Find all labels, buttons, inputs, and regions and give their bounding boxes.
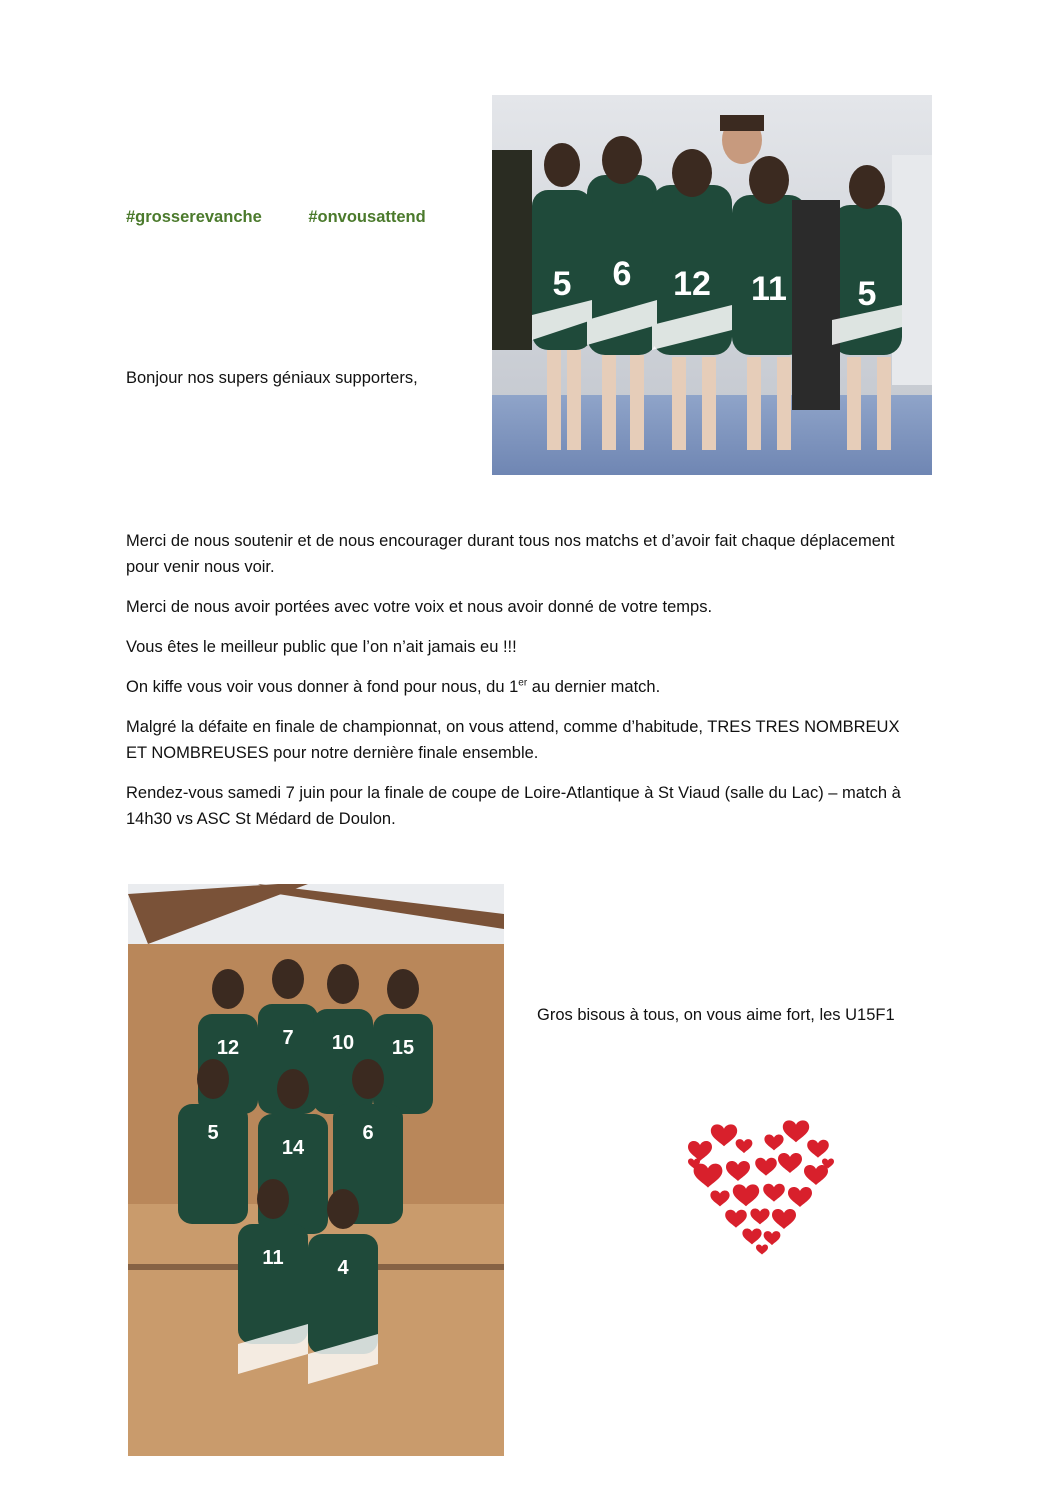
team-pose-photo xyxy=(128,884,504,1456)
small-heart-icon xyxy=(807,1140,829,1158)
small-heart-icon xyxy=(710,1190,729,1206)
small-heart-icon xyxy=(750,1208,769,1224)
paragraph-rendezvous: Rendez-vous samedi 7 juin pour la finale de coupe de Loire-Atlantique à St Viaud (salle du Lac) – match à 14h30 vs ASC St Médard de Doulon. xyxy=(126,784,901,828)
jersey-number: 5 xyxy=(207,1122,219,1144)
greeting: Bonjour nos supers géniaux supporters, xyxy=(126,369,418,387)
small-heart-icon xyxy=(764,1231,781,1245)
hashtag-onvousattend: #onvousattend xyxy=(308,208,426,226)
small-heart-icon xyxy=(756,1245,768,1255)
small-heart-icon xyxy=(778,1153,802,1173)
small-heart-icon xyxy=(772,1209,796,1229)
small-heart-icon xyxy=(783,1120,809,1142)
signoff: Gros bisous à tous, on vous aime fort, les U15F1 xyxy=(537,1006,895,1024)
jersey-number: 14 xyxy=(281,1137,305,1159)
small-heart-icon xyxy=(688,1141,712,1161)
small-heart-icon xyxy=(755,1158,777,1176)
small-heart-icon xyxy=(763,1184,785,1202)
jersey-number: 12 xyxy=(673,265,711,303)
jersey-number: 6 xyxy=(612,255,632,293)
hashtag-grosserevanche: #grosserevanche xyxy=(126,208,262,226)
small-heart-icon xyxy=(736,1139,753,1153)
small-heart-icon xyxy=(788,1187,812,1207)
jersey-number: 7 xyxy=(282,1027,294,1049)
jersey-number: 12 xyxy=(216,1037,240,1059)
jersey-number: 4 xyxy=(337,1257,349,1279)
jersey-number: 5 xyxy=(857,275,877,313)
small-heart-icon xyxy=(733,1184,759,1206)
letter-body xyxy=(126,528,916,846)
small-heart-icon xyxy=(764,1134,783,1150)
paragraph-final: Malgré la défaite en finale de championnat, on vous attend, comme d’habitude, TRES TRES NOMBREUX ET NOMBREUSES pour notre dernière finale ensemble. xyxy=(126,718,900,762)
paragraph-thanks: Merci de nous soutenir et de nous encourager durant tous nos matchs et d’avoir fait chaque déplacement pour venir nous voir. xyxy=(126,532,895,576)
team-huddle-photo xyxy=(492,95,932,475)
paragraph-voice: Merci de nous avoir portées avec votre voix et nous avoir donné de votre temps. xyxy=(126,598,713,616)
small-heart-icon xyxy=(725,1210,747,1228)
hashtags xyxy=(126,208,426,227)
small-heart-icon xyxy=(694,1164,723,1188)
small-heart-icon xyxy=(726,1161,750,1181)
small-heart-icon xyxy=(711,1124,737,1146)
jersey-number: 11 xyxy=(262,1247,284,1269)
jersey-number: 6 xyxy=(362,1122,374,1144)
small-heart-icon xyxy=(742,1228,761,1244)
team-pose-illustration xyxy=(128,884,504,1456)
jersey-number: 15 xyxy=(391,1037,415,1059)
team-huddle-illustration xyxy=(492,95,932,475)
paragraph-kiffe: On kiffe vous voir vous donner à fond pour nous, du 1er au dernier match. xyxy=(126,677,661,696)
jersey-number: 5 xyxy=(552,265,572,303)
paragraph-best-public: Vous êtes le meilleur public que l’on n’ait jamais eu !!! xyxy=(126,638,517,656)
jersey-number: 11 xyxy=(751,270,787,308)
small-heart-icon xyxy=(804,1165,828,1185)
jersey-number: 10 xyxy=(331,1032,355,1054)
heart-of-hearts-icon xyxy=(678,1110,842,1255)
